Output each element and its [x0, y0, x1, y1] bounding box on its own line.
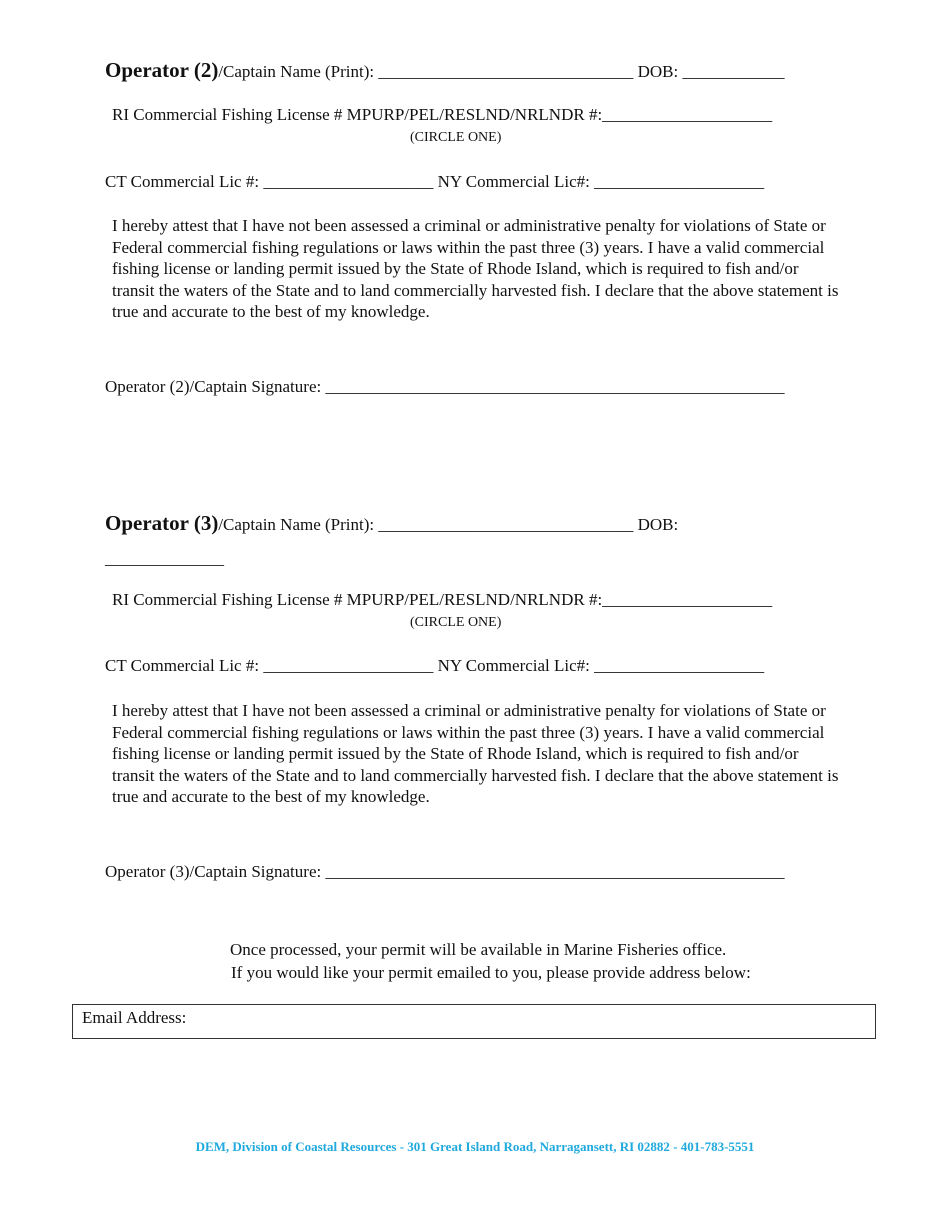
- operator2-name-dob-field[interactable]: /Captain Name (Print): ______________________________ DOB: ____________: [218, 62, 785, 81]
- operator2-circle-one-note: (CIRCLE ONE): [410, 130, 502, 145]
- operator2-name-row: [105, 60, 785, 82]
- operator2-heading: Operator (2): [105, 58, 219, 82]
- operator2-attestation: I hereby attest that I have not been assessed a criminal or administrative penalty for violations of State or Federal commercial fishing regulations or laws within the past three (3) years. I have a valid commercial fishing license or landing permit issued by the State of Rhode Island, which is required to fish and/or transit the waters of the State and to land commercially harvested fish. I declare that the above statement is true and accurate to the best of my knowledge.: [112, 216, 839, 321]
- operator3-name-dob-field[interactable]: /Captain Name (Print): ______________________________ DOB:: [218, 515, 679, 534]
- operator3-heading: Operator (3): [105, 511, 219, 535]
- operator3-name-row: [105, 513, 678, 535]
- operator2-ri-license-field[interactable]: RI Commercial Fishing License # MPURP/PEL/RESLND/NRLNDR #:____________________: [112, 105, 773, 124]
- footer-contact: DEM, Division of Coastal Resources - 301 Great Island Road, Narragansett, RI 02882 - 401-783-5551: [195, 1139, 755, 1154]
- operator3-attestation: I hereby attest that I have not been assessed a criminal or administrative penalty for violations of State or Federal commercial fishing regulations or laws within the past three (3) years. I have a valid commercial fishing license or landing permit issued by the State of Rhode Island, which is required to fish and/or transit the waters of the State and to land commercially harvested fish. I declare that the above statement is true and accurate to the best of my knowledge.: [112, 701, 839, 806]
- email-address-field[interactable]: [72, 1004, 876, 1039]
- operator2-ct-ny-license-fields[interactable]: CT Commercial Lic #: ____________________ NY Commercial Lic#: ____________________: [105, 172, 765, 191]
- operator3-dob-continuation[interactable]: ______________: [105, 549, 224, 568]
- operator3-ri-license-field[interactable]: RI Commercial Fishing License # MPURP/PEL/RESLND/NRLNDR #:____________________: [112, 590, 773, 609]
- notice-line-2: If you would like your permit emailed to you, please provide address below:: [231, 963, 751, 982]
- operator3-circle-one-note: (CIRCLE ONE): [410, 615, 502, 630]
- email-address-label: Email Address:: [82, 1008, 187, 1027]
- operator3-signature-field[interactable]: Operator (3)/Captain Signature: ______________________________________________________: [105, 862, 785, 881]
- notice-line-1: Once processed, your permit will be available in Marine Fisheries office.: [230, 940, 727, 959]
- operator2-signature-field[interactable]: Operator (2)/Captain Signature: ______________________________________________________: [105, 377, 785, 396]
- operator3-ct-ny-license-fields[interactable]: CT Commercial Lic #: ____________________ NY Commercial Lic#: ____________________: [105, 656, 765, 675]
